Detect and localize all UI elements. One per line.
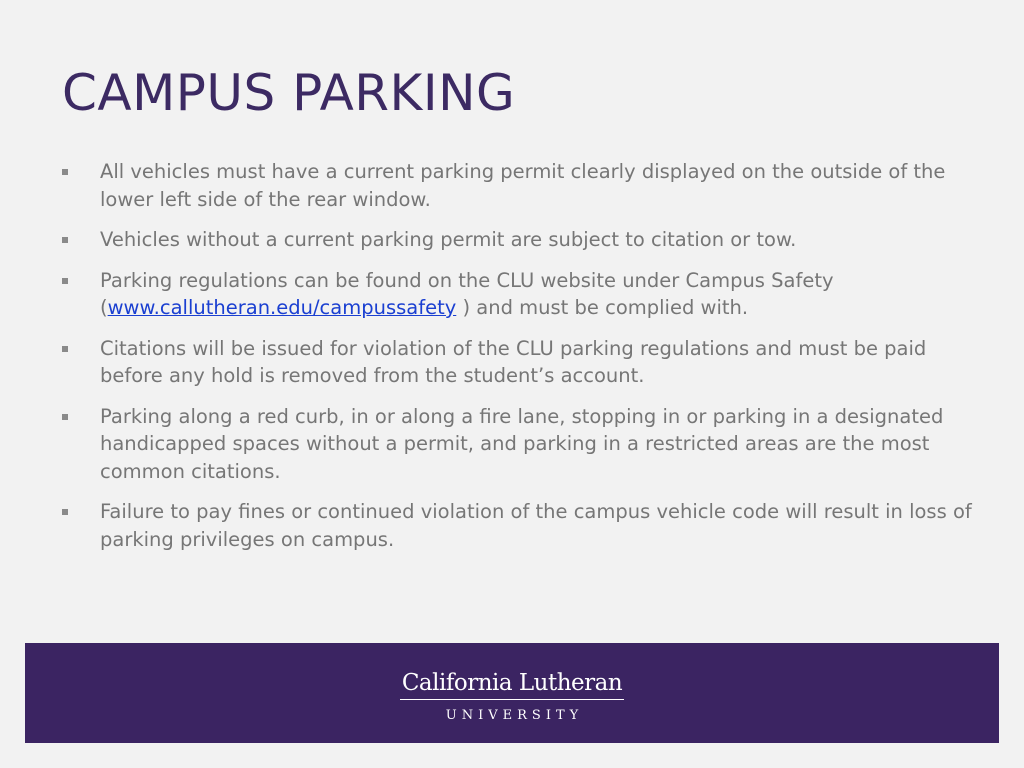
bullet-item <box>62 158 972 213</box>
bullet-text-after-link: ) and must be complied with. <box>456 296 749 319</box>
bullet-text: Parking along a red curb, in or along a fire lane, stopping in or parking in a designated handicapped spaces without a permit, and parking in a restricted areas are the most common citations. <box>100 404 944 483</box>
logo-name: California Lutheran <box>400 669 624 700</box>
bullet-item <box>62 226 972 254</box>
square-bullet-icon <box>62 278 68 284</box>
campus-safety-link[interactable]: www.callutheran.edu/campussafety <box>107 296 457 319</box>
bullet-item <box>62 267 972 322</box>
university-logo <box>25 669 999 724</box>
bullet-text: Failure to pay fines or continued violation of the campus vehicle code will result in loss of parking privileges on campus. <box>100 500 972 551</box>
bullet-text-before-link: Parking regulations can be found on the CLU website under Campus Safety ( <box>100 268 834 319</box>
square-bullet-icon <box>62 346 68 352</box>
bullet-text: Citations will be issued for violation of the CLU parking regulations and must be paid before any hold is removed from the student’s account. <box>100 336 927 387</box>
bullet-text: All vehicles must have a current parking permit clearly displayed on the outside of the lower left side of the rear window. <box>100 160 946 211</box>
square-bullet-icon <box>62 414 68 420</box>
bullet-list <box>62 158 972 566</box>
square-bullet-icon <box>62 237 68 243</box>
square-bullet-icon <box>62 169 68 175</box>
bullet-item <box>62 498 972 553</box>
square-bullet-icon <box>62 509 68 515</box>
logo-subtitle: UNIVERSITY <box>445 708 584 723</box>
bullet-text: Vehicles without a current parking permit are subject to citation or tow. <box>100 228 797 251</box>
footer-band <box>25 643 999 743</box>
bullet-item <box>62 335 972 390</box>
slide-title: CAMPUS PARKING <box>62 64 516 122</box>
bullet-item <box>62 403 972 486</box>
